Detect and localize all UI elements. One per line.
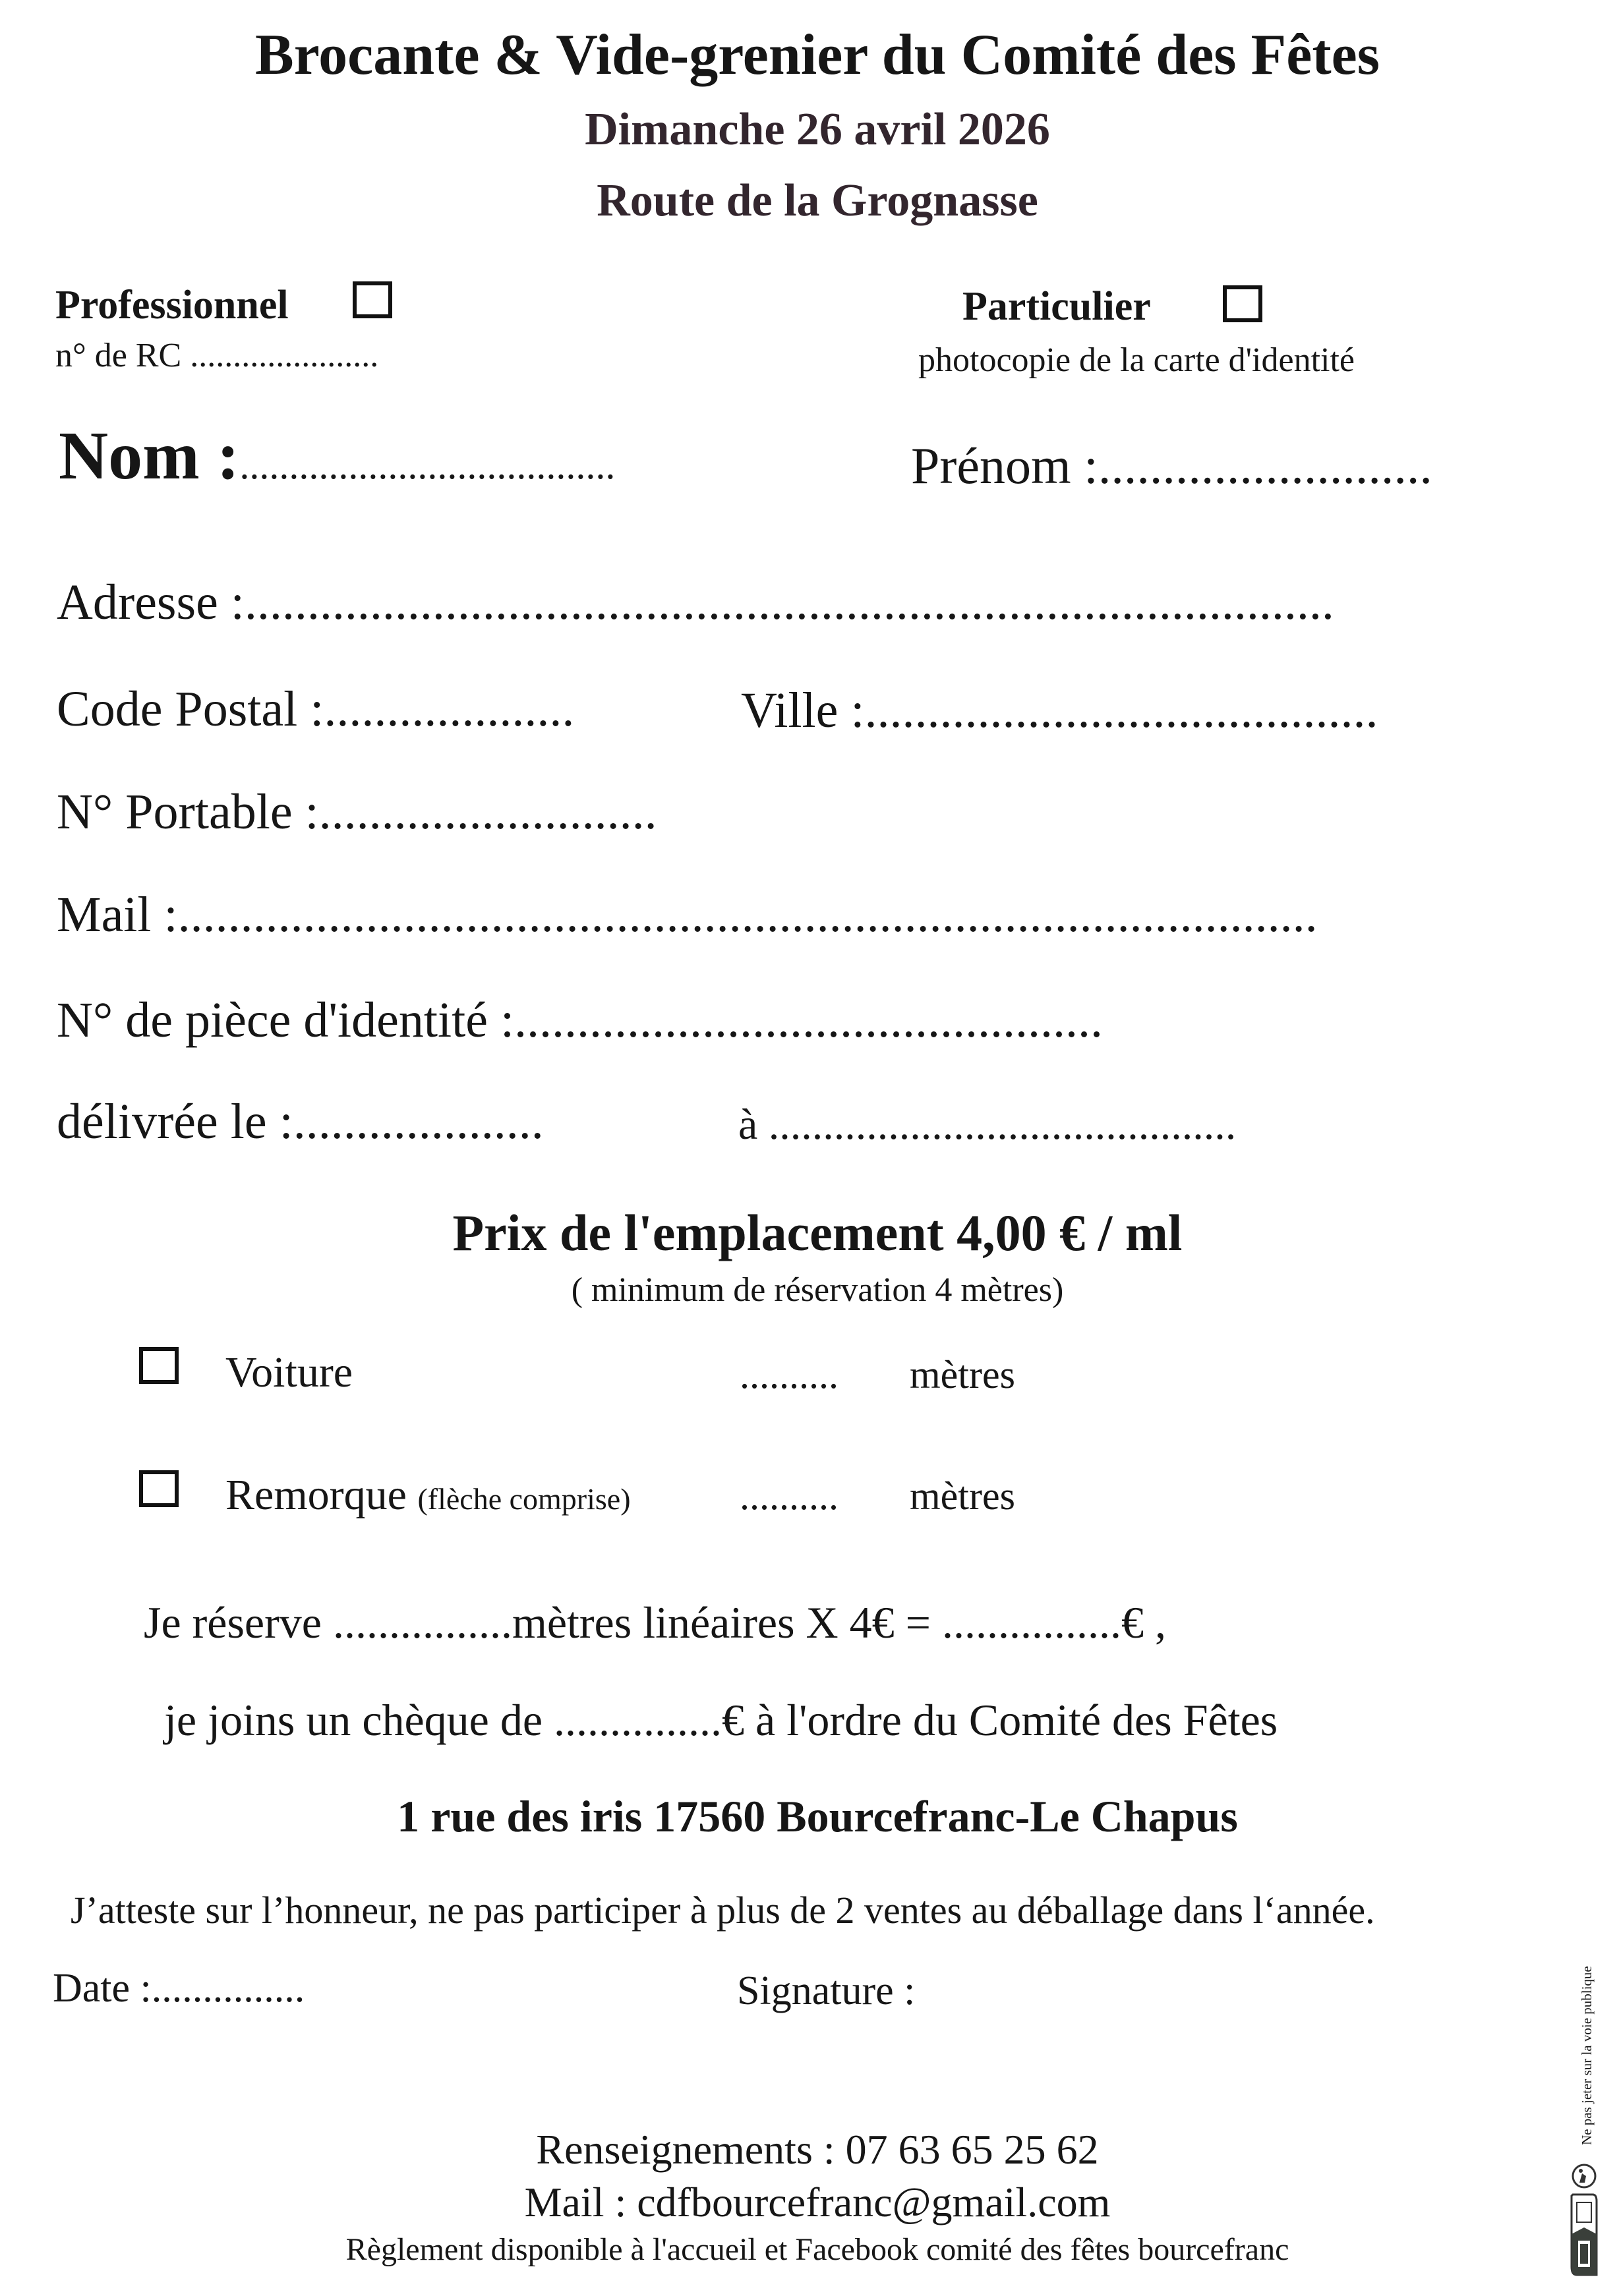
rules-note: Règlement disponible à l'accueil et Facebook comité des fêtes bourcefranc	[345, 2232, 1289, 2267]
nom-label: Nom :	[59, 418, 240, 494]
side-note: Ne pas jeter sur la voie publique	[1579, 1966, 1595, 2145]
remorque-unit: mètres	[910, 1474, 1015, 1518]
remorque-note: (flèche comprise)	[417, 1482, 631, 1516]
price-title: Prix de l'emplacement 4,00 € / ml	[452, 1204, 1183, 1261]
voiture-meters-field[interactable]: ..........	[740, 1353, 839, 1396]
portable-field[interactable]: N° Portable :...........................	[57, 784, 657, 840]
ville-field[interactable]: Ville :.........................................	[741, 683, 1378, 738]
professional-checkbox[interactable]	[353, 281, 392, 318]
price-minimum: ( minimum de réservation 4 mètres)	[571, 1271, 1064, 1309]
date-field[interactable]: Date :...............	[53, 1966, 305, 2011]
recycling-logo-icon	[1568, 2162, 1601, 2280]
nom-dots: ......................................	[239, 444, 616, 487]
id-copy-note: photocopie de la carte d'identité	[918, 341, 1355, 379]
contact-phone: Renseignements : 07 63 65 25 62	[536, 2126, 1099, 2173]
nom-field[interactable]	[59, 418, 616, 494]
private-label: Particulier	[962, 284, 1151, 329]
remorque-meters-field[interactable]: ..........	[740, 1474, 839, 1518]
remorque-label-text: Remorque	[225, 1471, 407, 1519]
adresse-field[interactable]: Adresse :.......................................................................................	[57, 575, 1334, 630]
voiture-label: Voiture	[225, 1348, 353, 1396]
reserve-line[interactable]: Je réserve ................mètres linéaires X 4€ = ................€ ,	[144, 1597, 1166, 1648]
id-number-field[interactable]: N° de pièce d'identité :...............................................	[57, 992, 1104, 1048]
event-title: Brocante & Vide-grenier du Comité des Fêtes	[255, 23, 1380, 87]
professional-label: Professionnel	[55, 283, 289, 328]
event-location: Route de la Grognasse	[597, 175, 1038, 226]
attestation: J’atteste sur l’honneur, ne pas participer à plus de 2 ventes au déballage dans l‘année.	[71, 1889, 1375, 1932]
prenom-field[interactable]: Prénom :..........................	[911, 437, 1432, 494]
private-checkbox[interactable]	[1223, 285, 1262, 322]
club-address: 1 rue des iris 17560 Bourcefranc-Le Chapus	[397, 1791, 1238, 1841]
signature-field[interactable]: Signature :	[737, 1968, 916, 2013]
code-postal-field[interactable]: Code Postal :....................	[57, 681, 575, 737]
remorque-label	[225, 1471, 631, 1519]
issued-date-field[interactable]: délivrée le :....................	[57, 1094, 544, 1149]
voiture-checkbox[interactable]	[139, 1347, 179, 1384]
event-date: Dimanche 26 avril 2026	[585, 104, 1050, 155]
cheque-line[interactable]: je joins un chèque de ...............€ à l'ordre du Comité des Fêtes	[164, 1695, 1278, 1745]
voiture-unit: mètres	[910, 1353, 1015, 1396]
mail-field[interactable]: Mail :...........................................................................................	[57, 887, 1318, 942]
contact-mail: Mail : cdfbourcefranc@gmail.com	[524, 2179, 1111, 2225]
issued-place-field[interactable]: à ...........................................	[738, 1101, 1237, 1149]
remorque-checkbox[interactable]	[139, 1470, 179, 1507]
rc-number-field[interactable]: n° de RC ......................	[55, 337, 379, 374]
